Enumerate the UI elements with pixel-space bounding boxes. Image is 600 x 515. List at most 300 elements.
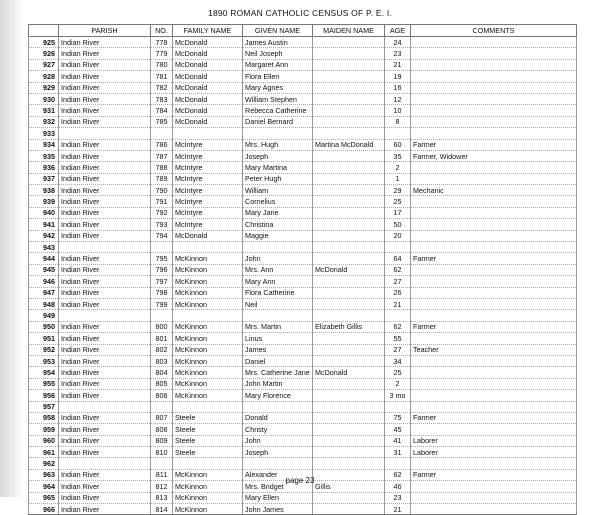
- table-row: [29, 435, 577, 446]
- cell-comments: [411, 82, 577, 93]
- cell-household-number: 802: [151, 344, 173, 355]
- cell-comments: Farmer: [411, 412, 577, 423]
- cell-row-number: 940: [29, 207, 59, 218]
- cell-family-name: McKinnon: [173, 504, 243, 515]
- cell-maiden-name: [313, 435, 385, 446]
- cell-parish: Indian River: [59, 367, 151, 378]
- cell-parish: Indian River: [59, 59, 151, 70]
- cell-maiden-name: Martina McDonald: [313, 139, 385, 150]
- cell-age: [385, 242, 411, 253]
- table-row: [29, 242, 577, 253]
- cell-household-number: 810: [151, 447, 173, 458]
- cell-parish: [59, 128, 151, 139]
- cell-parish: Indian River: [59, 116, 151, 127]
- table-header-row: [29, 25, 577, 37]
- cell-given-name: Daniel: [243, 355, 313, 366]
- page-title: 1890 ROMAN CATHOLIC CENSUS OF P. E. I.: [208, 8, 392, 18]
- cell-family-name: McDonald: [173, 59, 243, 70]
- table-row: [29, 367, 577, 378]
- cell-family-name: Steele: [173, 435, 243, 446]
- cell-given-name: [243, 401, 313, 412]
- cell-maiden-name: [313, 116, 385, 127]
- cell-household-number: 788: [151, 162, 173, 173]
- cell-row-number: 943: [29, 242, 59, 253]
- table-row: [29, 139, 577, 150]
- cell-household-number: 795: [151, 253, 173, 264]
- table-row: [29, 93, 577, 104]
- table-row: [29, 116, 577, 127]
- cell-given-name: [243, 458, 313, 469]
- cell-comments: [411, 219, 577, 230]
- cell-row-number: 933: [29, 128, 59, 139]
- cell-family-name: McDonald: [173, 116, 243, 127]
- table-row: [29, 207, 577, 218]
- cell-row-number: 963: [29, 469, 59, 480]
- cell-maiden-name: [313, 276, 385, 287]
- cell-household-number: 796: [151, 264, 173, 275]
- cell-family-name: McKinnon: [173, 321, 243, 332]
- cell-row-number: 930: [29, 93, 59, 104]
- cell-parish: Indian River: [59, 105, 151, 116]
- cell-given-name: Mrs. Martin: [243, 321, 313, 332]
- cell-given-name: Neil: [243, 298, 313, 309]
- cell-comments: [411, 276, 577, 287]
- cell-family-name: McKinnon: [173, 287, 243, 298]
- cell-maiden-name: [313, 355, 385, 366]
- column-header-comments: COMMENTS: [411, 25, 577, 37]
- cell-family-name: McIntyre: [173, 150, 243, 161]
- cell-row-number: 954: [29, 367, 59, 378]
- cell-row-number: 932: [29, 116, 59, 127]
- cell-comments: [411, 378, 577, 389]
- cell-row-number: 960: [29, 435, 59, 446]
- cell-row-number: 947: [29, 287, 59, 298]
- cell-row-number: 951: [29, 333, 59, 344]
- column-header-family-name: FAMILY NAME: [173, 25, 243, 37]
- cell-family-name: McIntyre: [173, 219, 243, 230]
- cell-family-name: Steele: [173, 447, 243, 458]
- cell-household-number: 794: [151, 230, 173, 241]
- cell-row-number: 949: [29, 310, 59, 321]
- cell-parish: Indian River: [59, 276, 151, 287]
- cell-household-number: 799: [151, 298, 173, 309]
- cell-household-number: 790: [151, 185, 173, 196]
- cell-parish: Indian River: [59, 162, 151, 173]
- cell-row-number: 950: [29, 321, 59, 332]
- cell-family-name: McKinnon: [173, 298, 243, 309]
- cell-maiden-name: [313, 242, 385, 253]
- cell-age: 21: [385, 504, 411, 515]
- cell-given-name: Maggie: [243, 230, 313, 241]
- table-row: [29, 333, 577, 344]
- cell-maiden-name: [313, 185, 385, 196]
- table-row: [29, 173, 577, 184]
- cell-given-name: Linus: [243, 333, 313, 344]
- cell-given-name: Donald: [243, 412, 313, 423]
- cell-row-number: 959: [29, 424, 59, 435]
- cell-given-name: Joseph: [243, 150, 313, 161]
- cell-family-name: McKinnon: [173, 390, 243, 401]
- cell-given-name: Flora Catherine: [243, 287, 313, 298]
- table-row: [29, 458, 577, 469]
- cell-household-number: 804: [151, 367, 173, 378]
- column-header-parish: PARISH: [59, 25, 151, 37]
- cell-given-name: John Martin: [243, 378, 313, 389]
- cell-maiden-name: [313, 401, 385, 412]
- cell-household-number: 803: [151, 355, 173, 366]
- cell-parish: Indian River: [59, 48, 151, 59]
- cell-household-number: 782: [151, 82, 173, 93]
- cell-parish: Indian River: [59, 390, 151, 401]
- cell-comments: [411, 173, 577, 184]
- cell-given-name: Christy: [243, 424, 313, 435]
- cell-row-number: 962: [29, 458, 59, 469]
- cell-comments: [411, 207, 577, 218]
- cell-parish: Indian River: [59, 412, 151, 423]
- column-header-maiden-name: MAIDEN NAME: [313, 25, 385, 37]
- cell-row-number: 941: [29, 219, 59, 230]
- cell-parish: Indian River: [59, 333, 151, 344]
- cell-age: 2: [385, 378, 411, 389]
- cell-maiden-name: [313, 310, 385, 321]
- cell-family-name: [173, 310, 243, 321]
- cell-parish: Indian River: [59, 150, 151, 161]
- cell-age: [385, 310, 411, 321]
- cell-family-name: McKinnon: [173, 253, 243, 264]
- cell-maiden-name: [313, 447, 385, 458]
- cell-household-number: 812: [151, 481, 173, 492]
- table-row: [29, 48, 577, 59]
- cell-family-name: [173, 128, 243, 139]
- cell-given-name: [243, 242, 313, 253]
- page-binding-shadow: [0, 0, 24, 497]
- cell-maiden-name: [313, 378, 385, 389]
- table-row: [29, 390, 577, 401]
- cell-given-name: Mary Ann: [243, 276, 313, 287]
- table-row: [29, 150, 577, 161]
- cell-comments: Farmer: [411, 139, 577, 150]
- cell-household-number: 801: [151, 333, 173, 344]
- cell-household-number: 811: [151, 469, 173, 480]
- table-row: [29, 401, 577, 412]
- cell-family-name: [173, 401, 243, 412]
- cell-parish: Indian River: [59, 264, 151, 275]
- cell-given-name: Mary Agnes: [243, 82, 313, 93]
- cell-given-name: Christina: [243, 219, 313, 230]
- cell-age: 12: [385, 93, 411, 104]
- cell-comments: [411, 37, 577, 48]
- cell-given-name: Cornelius: [243, 196, 313, 207]
- cell-maiden-name: Gillis: [313, 481, 385, 492]
- cell-given-name: Mary Ellen: [243, 492, 313, 503]
- cell-comments: [411, 424, 577, 435]
- cell-comments: [411, 492, 577, 503]
- table-row: [29, 105, 577, 116]
- cell-parish: [59, 310, 151, 321]
- cell-given-name: Joseph: [243, 447, 313, 458]
- cell-age: 21: [385, 298, 411, 309]
- cell-age: 10: [385, 105, 411, 116]
- cell-household-number: 779: [151, 48, 173, 59]
- cell-row-number: 928: [29, 71, 59, 82]
- cell-parish: Indian River: [59, 504, 151, 515]
- cell-parish: Indian River: [59, 219, 151, 230]
- cell-age: 35: [385, 150, 411, 161]
- cell-maiden-name: [313, 48, 385, 59]
- cell-household-number: 814: [151, 504, 173, 515]
- cell-parish: Indian River: [59, 447, 151, 458]
- cell-comments: [411, 310, 577, 321]
- cell-age: 45: [385, 424, 411, 435]
- cell-parish: Indian River: [59, 82, 151, 93]
- cell-given-name: Rebecca Catherine: [243, 105, 313, 116]
- cell-parish: Indian River: [59, 71, 151, 82]
- cell-age: [385, 401, 411, 412]
- cell-comments: [411, 71, 577, 82]
- cell-comments: [411, 264, 577, 275]
- cell-age: 41: [385, 435, 411, 446]
- cell-maiden-name: Elizabeth Gillis: [313, 321, 385, 332]
- cell-comments: [411, 93, 577, 104]
- cell-family-name: McKinnon: [173, 492, 243, 503]
- cell-comments: Farmer: [411, 253, 577, 264]
- cell-family-name: Steele: [173, 412, 243, 423]
- cell-row-number: 927: [29, 59, 59, 70]
- cell-maiden-name: [313, 59, 385, 70]
- cell-row-number: 961: [29, 447, 59, 458]
- cell-age: 55: [385, 333, 411, 344]
- cell-family-name: [173, 242, 243, 253]
- cell-parish: Indian River: [59, 435, 151, 446]
- cell-comments: Farmer: [411, 321, 577, 332]
- cell-comments: Laborer: [411, 435, 577, 446]
- cell-household-number: 806: [151, 390, 173, 401]
- cell-household-number: 793: [151, 219, 173, 230]
- cell-household-number: [151, 310, 173, 321]
- table-row: [29, 287, 577, 298]
- cell-age: 26: [385, 287, 411, 298]
- cell-row-number: 946: [29, 276, 59, 287]
- cell-maiden-name: [313, 207, 385, 218]
- cell-row-number: 952: [29, 344, 59, 355]
- cell-age: 25: [385, 196, 411, 207]
- cell-age: 23: [385, 48, 411, 59]
- cell-parish: Indian River: [59, 321, 151, 332]
- table-row: [29, 162, 577, 173]
- cell-family-name: McKinnon: [173, 264, 243, 275]
- cell-comments: [411, 230, 577, 241]
- table-row: [29, 230, 577, 241]
- cell-parish: Indian River: [59, 469, 151, 480]
- cell-household-number: 798: [151, 287, 173, 298]
- cell-age: 64: [385, 253, 411, 264]
- cell-maiden-name: [313, 412, 385, 423]
- table-row: [29, 185, 577, 196]
- cell-given-name: Mrs. Ann: [243, 264, 313, 275]
- cell-given-name: Mary Florence: [243, 390, 313, 401]
- cell-household-number: 785: [151, 116, 173, 127]
- cell-age: 8: [385, 116, 411, 127]
- cell-comments: [411, 355, 577, 366]
- table-row: [29, 355, 577, 366]
- cell-parish: Indian River: [59, 344, 151, 355]
- census-table: [28, 24, 577, 515]
- cell-family-name: McDonald: [173, 105, 243, 116]
- cell-maiden-name: [313, 287, 385, 298]
- page-number: page 23: [285, 476, 315, 485]
- cell-household-number: 783: [151, 93, 173, 104]
- cell-comments: Laborer: [411, 447, 577, 458]
- table-row: [29, 492, 577, 503]
- cell-comments: Mechanic: [411, 185, 577, 196]
- cell-comments: Teacher: [411, 344, 577, 355]
- cell-given-name: Peter Hugh: [243, 173, 313, 184]
- cell-maiden-name: [313, 93, 385, 104]
- cell-age: 46: [385, 481, 411, 492]
- cell-family-name: McIntyre: [173, 162, 243, 173]
- table-row: [29, 504, 577, 515]
- table-row: [29, 344, 577, 355]
- cell-given-name: [243, 128, 313, 139]
- cell-household-number: 787: [151, 150, 173, 161]
- cell-comments: [411, 196, 577, 207]
- cell-age: 19: [385, 71, 411, 82]
- cell-row-number: 965: [29, 492, 59, 503]
- cell-row-number: 931: [29, 105, 59, 116]
- cell-parish: Indian River: [59, 481, 151, 492]
- cell-maiden-name: [313, 390, 385, 401]
- cell-family-name: McIntyre: [173, 196, 243, 207]
- cell-parish: Indian River: [59, 287, 151, 298]
- cell-row-number: 948: [29, 298, 59, 309]
- cell-row-number: 929: [29, 82, 59, 93]
- cell-comments: Farmer, Widower: [411, 150, 577, 161]
- cell-row-number: 934: [29, 139, 59, 150]
- cell-family-name: McDonald: [173, 82, 243, 93]
- cell-maiden-name: [313, 458, 385, 469]
- cell-family-name: McIntyre: [173, 185, 243, 196]
- cell-age: 3 mo: [385, 390, 411, 401]
- table-row: [29, 264, 577, 275]
- cell-given-name: Mrs. Catherine Jane: [243, 367, 313, 378]
- cell-maiden-name: McDonald: [313, 367, 385, 378]
- cell-age: [385, 458, 411, 469]
- cell-family-name: McIntyre: [173, 207, 243, 218]
- cell-given-name: William Stephen: [243, 93, 313, 104]
- cell-row-number: 944: [29, 253, 59, 264]
- cell-family-name: McDonald: [173, 37, 243, 48]
- cell-row-number: 957: [29, 401, 59, 412]
- cell-family-name: McIntyre: [173, 173, 243, 184]
- cell-row-number: 953: [29, 355, 59, 366]
- table-row: [29, 378, 577, 389]
- cell-household-number: 791: [151, 196, 173, 207]
- table-row: [29, 276, 577, 287]
- cell-comments: [411, 128, 577, 139]
- table-row: [29, 424, 577, 435]
- cell-age: 24: [385, 37, 411, 48]
- cell-parish: Indian River: [59, 93, 151, 104]
- column-header-row-number: [29, 25, 59, 37]
- table-row: [29, 321, 577, 332]
- cell-given-name: Margaret Ann: [243, 59, 313, 70]
- cell-maiden-name: [313, 150, 385, 161]
- cell-household-number: [151, 128, 173, 139]
- table-row: [29, 82, 577, 93]
- cell-row-number: 945: [29, 264, 59, 275]
- cell-family-name: McKinnon: [173, 469, 243, 480]
- cell-family-name: McDonald: [173, 71, 243, 82]
- column-header-age: AGE: [385, 25, 411, 37]
- cell-household-number: 784: [151, 105, 173, 116]
- column-header-given-name: GIVEN NAME: [243, 25, 313, 37]
- cell-household-number: 780: [151, 59, 173, 70]
- cell-maiden-name: [313, 82, 385, 93]
- cell-row-number: 937: [29, 173, 59, 184]
- cell-comments: [411, 401, 577, 412]
- cell-given-name: William: [243, 185, 313, 196]
- cell-row-number: 956: [29, 390, 59, 401]
- cell-given-name: Alexander: [243, 469, 313, 480]
- cell-row-number: 935: [29, 150, 59, 161]
- cell-row-number: 964: [29, 481, 59, 492]
- cell-parish: Indian River: [59, 424, 151, 435]
- cell-age: 1: [385, 173, 411, 184]
- cell-maiden-name: [313, 230, 385, 241]
- cell-age: 23: [385, 492, 411, 503]
- cell-parish: Indian River: [59, 355, 151, 366]
- cell-maiden-name: [313, 492, 385, 503]
- cell-maiden-name: [313, 196, 385, 207]
- table-row: [29, 253, 577, 264]
- cell-comments: [411, 333, 577, 344]
- cell-parish: Indian River: [59, 298, 151, 309]
- table-row: [29, 71, 577, 82]
- cell-household-number: 805: [151, 378, 173, 389]
- cell-maiden-name: [313, 128, 385, 139]
- cell-household-number: 786: [151, 139, 173, 150]
- cell-comments: [411, 287, 577, 298]
- cell-family-name: McKinnon: [173, 378, 243, 389]
- cell-age: 75: [385, 412, 411, 423]
- cell-parish: Indian River: [59, 378, 151, 389]
- cell-age: 27: [385, 276, 411, 287]
- cell-family-name: McDonald: [173, 93, 243, 104]
- column-header-number: NO.: [151, 25, 173, 37]
- cell-age: 21: [385, 59, 411, 70]
- table-row: [29, 310, 577, 321]
- cell-age: 27: [385, 344, 411, 355]
- cell-age: 17: [385, 207, 411, 218]
- cell-parish: [59, 401, 151, 412]
- cell-comments: [411, 298, 577, 309]
- cell-age: 60: [385, 139, 411, 150]
- cell-household-number: 813: [151, 492, 173, 503]
- cell-maiden-name: [313, 219, 385, 230]
- table-row: [29, 59, 577, 70]
- cell-age: 62: [385, 321, 411, 332]
- cell-age: 34: [385, 355, 411, 366]
- cell-comments: [411, 390, 577, 401]
- cell-comments: [411, 367, 577, 378]
- cell-family-name: McKinnon: [173, 367, 243, 378]
- table-row: [29, 196, 577, 207]
- cell-household-number: [151, 401, 173, 412]
- cell-maiden-name: [313, 424, 385, 435]
- cell-maiden-name: [313, 105, 385, 116]
- cell-comments: [411, 59, 577, 70]
- cell-comments: [411, 105, 577, 116]
